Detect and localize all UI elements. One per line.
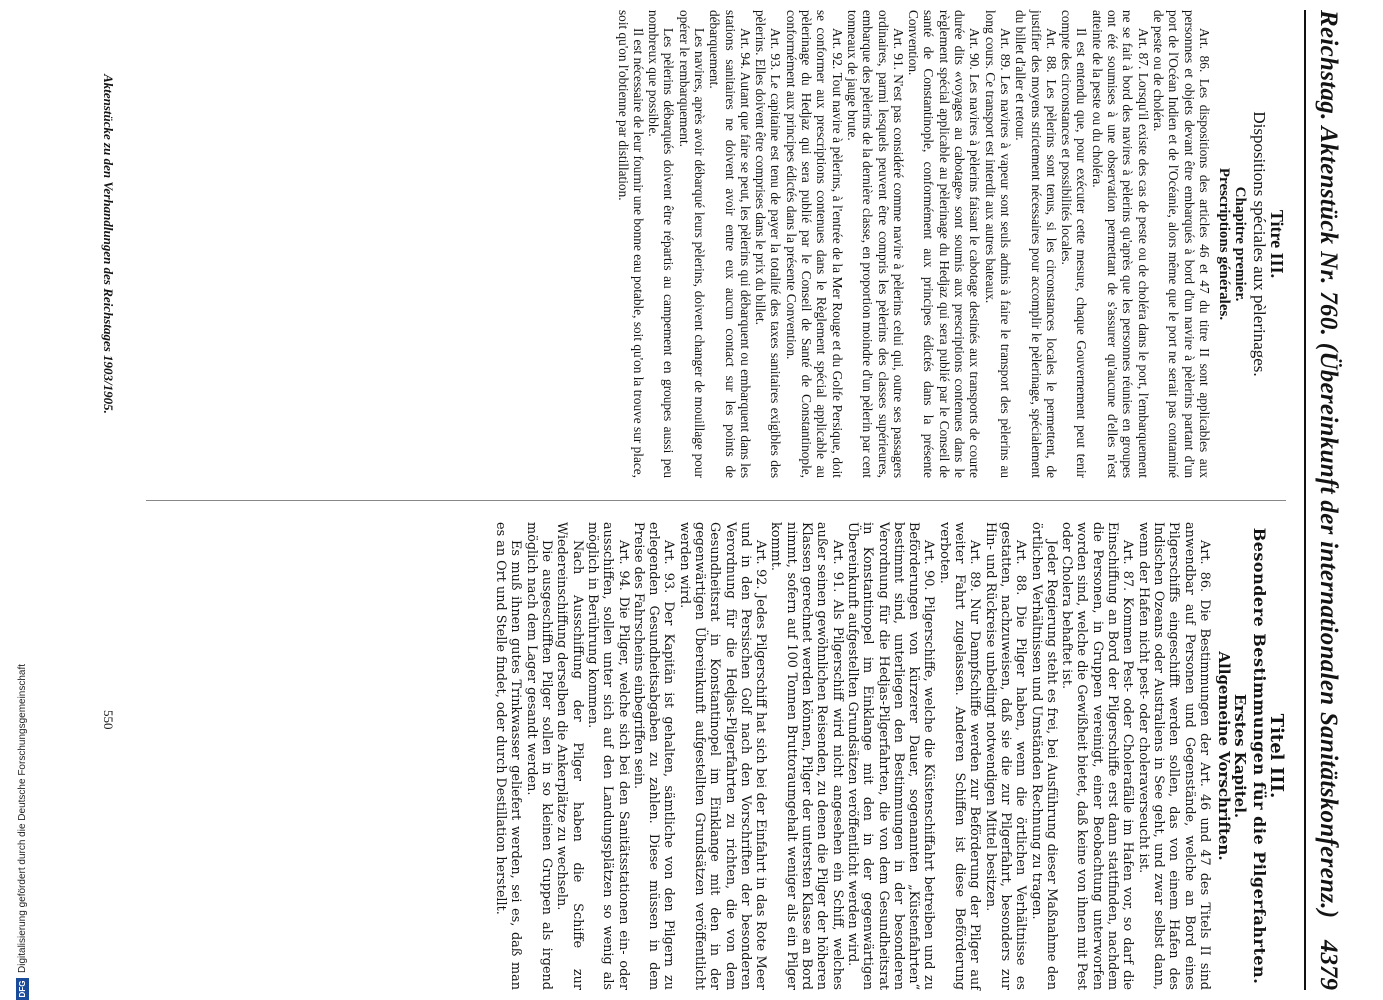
french-subtitle: Dispositions spéciales aux pèlerinages. <box>1249 111 1269 377</box>
german-paragraph: Die ausgeschifften Pilger sollen in so kleinen Gruppen als irgend möglich nach dem Lager gesandt werden. <box>523 522 555 990</box>
dfg-logo-icon: DFG <box>16 978 29 1000</box>
page-header <box>1288 10 1348 990</box>
header-rule <box>1304 10 1306 990</box>
german-paragraph: Art. 89. Nur Dampfschiffe werden zur Beförderung der Pilger auf weiter Fahrt zugelassen. Anderen Schiffen ist diese Beförderung verboten. <box>936 522 983 990</box>
french-paragraph: Les navires, après avoir débarqué leurs pèlerins, doivent changer de mouillage pour opérer le rembarquement. <box>676 10 708 478</box>
french-paragraph: Il est nécessaire de leur fournir une bonne eau potable, soit qu'on la trouve sur place, soit qu'on l'obtienne par distillation. <box>615 10 646 478</box>
german-chapter: Erstes Kapitel. <box>1231 693 1250 819</box>
french-paragraph: Art. 93. Le capitaine est tenu de payer la totalité des taxes sanitaires exigibles des pèlerins. Elles doivent être comprises dans le prix du billet. <box>753 10 784 478</box>
german-paragraph: Art. 90. Pilgerschiffe, welche die Küstenschiffahrt betreiben und zu Beförderungen von kürzerer Dauer, sogenannten „Küstenfahrten“ bestimmt sind, unterliegen den Bestimmungen in der besonderen Verordnung für die Hedjas-Pilgerfahrten, die von dem Gesundheitsrat in Konstantinopel im Einklange mit den in der gegenwärtigen Übereinkunft aufgestellten Grundsätzen veröffentlicht werden wird. <box>844 522 937 990</box>
french-paragraph: Art. 86. Les dispositions des articles 46 et 47 du titre II sont applicables aux personnes et objets devant être embarqués à bord d'un navire à pèlerins partant d'un port de l'Océan Indien et de l'Océanie, alors même que le port ne serait pas contaminé de peste ou de choléra. <box>1150 10 1212 478</box>
running-title: Reichstag. Aktenstück Nr. 760. (Übereinkunft der internationalen Sanitätskonferenz.) <box>1315 10 1342 919</box>
german-section: Allgemeine Vorschriften. <box>1215 651 1234 861</box>
german-column <box>493 522 1286 990</box>
french-title: Titre III. <box>1267 209 1287 279</box>
french-paragraph: Art. 92. Tout navire à pèlerins, à l'entrée de la Mer Rouge et du Golfe Persique, doit se conformer aux prescriptions contenues dans le Règlement spécial applicable au pèlerinage du Hedjaz qui sera publié par le Conseil de Santé de Constantinople, conformément aux principes édictés dans la présente Convention. <box>783 10 845 478</box>
french-paragraph: Art. 87. Lorsqu'il existe des cas de peste ou de choléra dans le port, l'embarquement ne se fait à bord des navires à pèlerins qu'après que les personnes réunies en groupes ont été soumises à une observation permettant de s'assurer qu'aucune d'elles n'est atteinte de la peste ou du choléra. <box>1089 10 1151 478</box>
german-paragraph: Nach Ausschiffung der Pilger haben die Schiffe zur Wiedereinschiffung derselben die Ankerplätze zu wechseln. <box>554 522 585 990</box>
german-paragraph: Art. 93. Der Kapitän ist gehalten, sämtliche von den Pilgern zu erlegenden Gesundheitsabgaben zu zahlen. Diese müssen in dem Preise des Fahrscheins einbegriffen sein. <box>630 522 677 990</box>
german-paragraph: Art. 92. Jedes Pilgerschiff hat sich bei der Einfahrt in das Rote Meer und in den Persischen Golf nach den Vorschriften der besonderen Verordnung für die Hedjas-Pilgerfahrten zu richten, die von dem Gesundheitsrat in Konstantinopel im Einklange mit den in der gegenwärtigen Übereinkunft aufgestellten Grundsätzen veröffentlicht werden wird. <box>676 522 769 990</box>
french-paragraph: Il est entendu que, pour exécuter cette mesure, chaque Gouvernement peut tenir compte des circonstances et possibilités locales. <box>1059 10 1090 478</box>
rotated-scanned-page <box>58 10 1348 990</box>
german-paragraph: Es muß ihnen gutes Trinkwasser geliefert werden, sei es, daß man es an Ort und Stelle findet, oder durch Destillation herstellt. <box>493 522 524 990</box>
german-subtitle: Besondere Bestimmungen für die Pilgerfahrten. <box>1249 527 1269 985</box>
german-paragraph: Art. 94. Die Pilger, welche sich bei den Sanitätsstationen ein- oder ausschiffen, sollen unter sich auf den Landungsplätzen so wenig als möglich in Berührung kommen. <box>584 522 631 990</box>
french-section: Prescriptions générales. <box>1216 167 1233 321</box>
german-paragraph: Art. 91. Als Pilgerschiff wird nicht angesehen ein Schiff, welches außer seinen gewöhnlichen Reisenden, zu denen die Pilger der höheren Klassen gerechnet werden können, Pilger der untersten Klasse an Bord nimmt, sofern auf 100 Tonnen Bruttoraumgehalt weniger als ein Pilger kommt. <box>768 522 845 990</box>
french-column <box>615 10 1286 478</box>
french-paragraph: Art. 89. Les navires à vapeur sont seuls admis à faire le transport des pèlerins au long cours. Ce transport est interdit aux autres bateaux. <box>982 10 1013 478</box>
german-paragraph: Art. 86. Die Bestimmungen der Art. 46 und 47 des Titels II sind anwendbar auf Personen und Gegenstände, welche an Bord eines Pilgerschiffs eingeschifft werden sollen, das von einem Hafen des Indischen Ozeans oder Australiens in See geht, und zwar selbst dann, wenn der Hafen nicht pest- oder choleraverseucht ist. <box>1135 522 1212 990</box>
digitization-credit <box>14 600 30 1000</box>
french-chapter: Chapitre premier. <box>1232 186 1249 302</box>
french-paragraph: Art. 94. Autant que faire se peut, les pèlerins qui débarquent ou embarquent dans les stations sanitaires ne doivent avoir entre eux aucun contact sur les points de débarquement. <box>707 10 753 478</box>
french-paragraph: Art. 88. Les pèlerins sont tenus, si les circonstances locales le permettent, de justifier des moyens strictement nécessaires pour accomplir le pèlerinage, spécialement du billet d'aller et retour. <box>1013 10 1059 478</box>
credit-text: Digitalisierung gefördert durch die Deutsche Forschungsgemeinschaft <box>16 663 28 973</box>
column-divider <box>146 500 1286 501</box>
sheet-number: 550 <box>101 710 116 730</box>
page-number: 4379 <box>1315 940 1342 990</box>
volume-footer: Aktenstücke zu den Verhandlungen des Reichstages 1903/1905. <box>101 74 116 414</box>
german-title: Titel III. <box>1266 713 1287 799</box>
french-paragraph: Les pèlerins débarqués doivent être répartis au campement en groupes aussi peu nombreux que possible. <box>646 10 677 478</box>
french-paragraph: Art. 91. N'est pas considéré comme navire à pèlerins celui qui, outre ses passagers ordinaires, parmi lesquels peuvent être compris les pèlerins des classes supérieures, embarque des pèlerins de la dernière classe, en proportion moindre d'un pèlerin par cent tonneaux de jauge brute. <box>844 10 906 478</box>
german-paragraph: Jeder Regierung steht es frei, bei Ausführung dieser Maßnahme den örtlichen Verhältnissen und Umständen Rechnung zu tragen. <box>1028 522 1059 990</box>
german-paragraph: Art. 87. Kommen Pest- oder Cholerafälle im Hafen vor, so darf die Einschiffung an Bord der Pilgerschiffe erst dann stattfinden, nachdem die Personen, in Gruppen vereinigt, einer Beobachtung unterworfen worden sind, welche die Gewißheit bietet, daß keine von ihnen mit Pest oder Cholera behaftet ist. <box>1059 522 1136 990</box>
french-paragraph: Art. 90. Les navires à pèlerins faisant le cabotage destinés aux transports de courte durée dits «voyages au cabotage» sont soumis aux prescriptions contenues dans le règlement spécial applicable au pèlerinage du Hedjaz qui sera publié par le Conseil de santé de Constantinople, conformément aux principes édictés dans la présente Convention. <box>906 10 983 478</box>
german-paragraph: Art. 88. Die Pilger haben, wenn die örtlichen Verhältnisse es gestatten, nachzuweisen, daß sie die zur Pilgerfahrt, besonders zur Hin- und Rückreise unbedingt notwendigen Mittel besitzen. <box>982 522 1029 990</box>
